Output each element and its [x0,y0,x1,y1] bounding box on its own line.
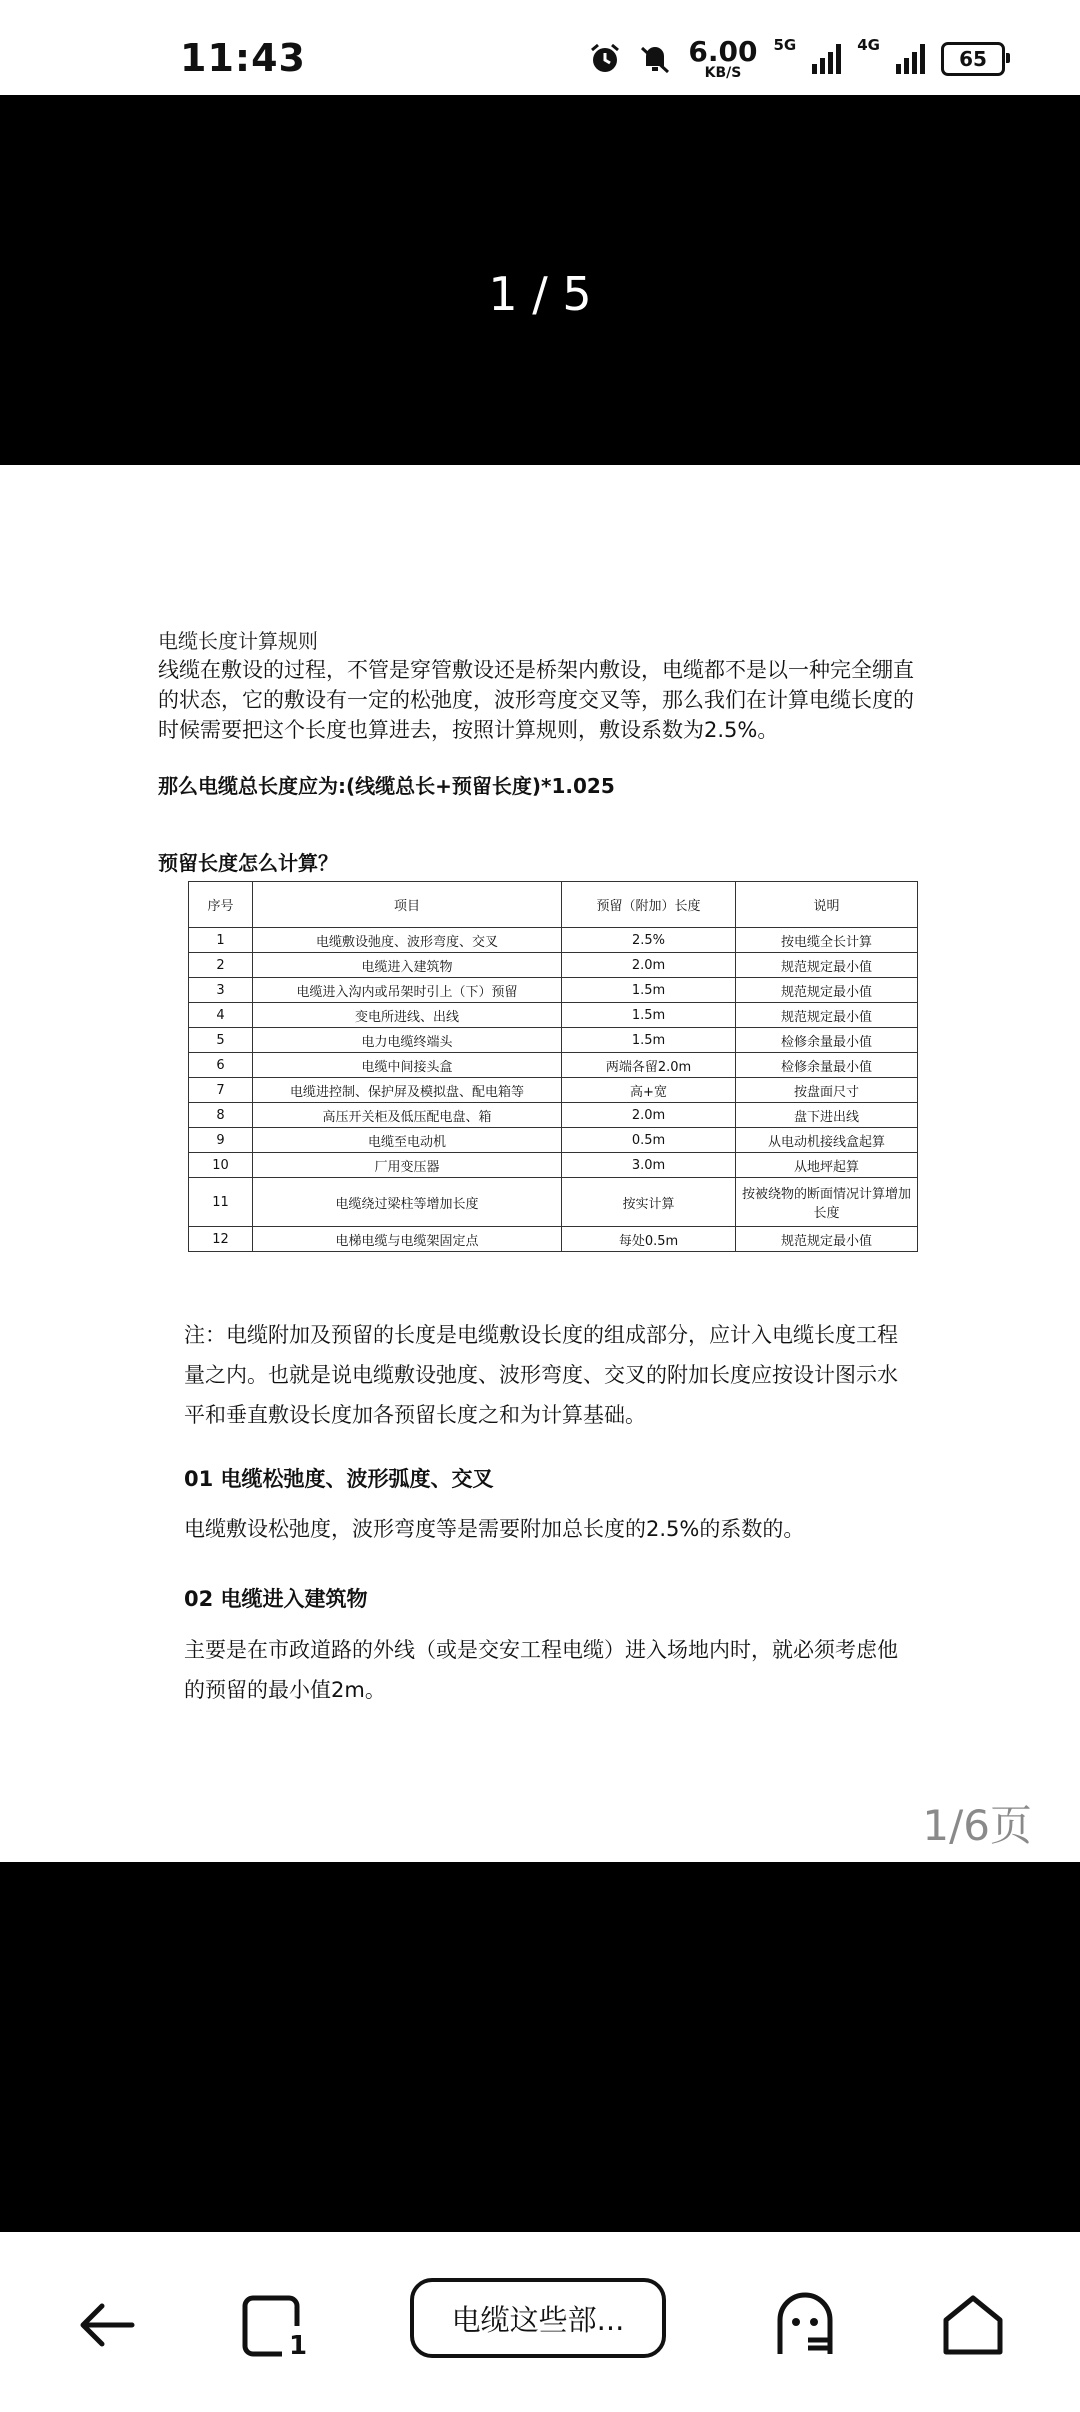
table-cell: 检修余量最小值 [736,1028,918,1053]
table-cell: 从电动机接线盒起算 [736,1128,918,1153]
table-cell: 规范规定最小值 [736,1003,918,1028]
table-cell: 规范规定最小值 [736,953,918,978]
table-cell: 厂用变压器 [253,1153,562,1178]
document-page[interactable] [0,465,1080,1862]
table-header-row [189,882,918,928]
table-row [189,1078,918,1103]
table-cell: 变电所进线、出线 [253,1003,562,1028]
table-row [189,1028,918,1053]
battery-icon [941,42,1005,76]
back-arrow-icon [72,2290,142,2360]
table-row [189,1227,918,1252]
section-text: 主要是在市政道路的外线（或是交安工程电缆）进入场地内时，就必须考虑他的预留的最小值2m。 [184,1638,898,1702]
table-row [189,1103,918,1128]
table-cell: 高+宽 [562,1078,736,1103]
section-heading: 02 电缆进入建筑物 [184,1587,368,1611]
table-cell: 按盘面尺寸 [736,1078,918,1103]
doc-note: 注：电缆附加及预留的长度是电缆敷设长度的组成部分，应计入电缆长度工程量之内。也就是说电缆敷设弛度、波形弯度、交叉的附加长度应按设计图示水平和垂直敷设长度加各预留长度之和为计算基础。 [184,1323,898,1427]
table-cell: 5 [189,1028,253,1053]
table-row [189,1128,918,1153]
search-pill-button[interactable]: 电缆这些部... [410,2278,666,2358]
network-speed: 6.00 KB/S [688,35,758,81]
network-type-5g: 5G [773,36,797,54]
page-indicator: 1/6页 [922,1801,1032,1850]
section-text: 电缆敷设松弛度，波形弯度等是需要附加总长度的2.5%的系数的。 [184,1517,805,1541]
status-icons [588,35,1005,81]
network-type-4g: 4G [857,36,880,54]
table-cell: 1.5m [562,1003,736,1028]
table-cell: 规范规定最小值 [736,978,918,1003]
tabs-button[interactable] [240,2290,310,2360]
table-cell: 3.0m [562,1153,736,1178]
table-cell: 2.0m [562,953,736,978]
table-header: 序号 [189,882,253,928]
table-cell: 从地坪起算 [736,1153,918,1178]
doc-title: 电缆长度计算规则 [158,629,318,653]
table-cell: 2 [189,953,253,978]
reserve-length-table [188,881,918,1252]
bottom-nav-bar [0,2232,1080,2412]
table-cell: 电缆敷设弛度、波形弯度、交叉 [253,928,562,953]
signal-icon [812,44,841,74]
section-heading: 01 电缆松弛度、波形弧度、交叉 [184,1467,494,1491]
table-header: 预留（附加）长度 [562,882,736,928]
table-cell: 电缆至电动机 [253,1128,562,1153]
table-row [189,1003,918,1028]
table-header: 说明 [736,882,918,928]
table-header: 项目 [253,882,562,928]
back-button[interactable] [72,2290,142,2360]
doc-formula: 那么电缆总长度应为:(线缆总长+预留长度)*1.025 [158,774,615,798]
table-cell: 0.5m [562,1128,736,1153]
table-cell: 8 [189,1103,253,1128]
table-cell: 3 [189,978,253,1003]
table-cell: 2.0m [562,1103,736,1128]
assistant-button[interactable] [770,2290,840,2360]
table-cell: 11 [189,1178,253,1227]
viewer-bottom-bar [0,1862,1080,2232]
table-cell: 两端各留2.0m [562,1053,736,1078]
table-title: 预留长度怎么计算？ [158,851,338,875]
table-cell: 按电缆全长计算 [736,928,918,953]
table-cell: 9 [189,1128,253,1153]
doc-paragraph: 线缆在敷设的过程，不管是穿管敷设还是桥架内敷设，电缆都不是以一种完全绷直的状态，它的敷设有一定的松弛度，波形弯度交叉等，那么我们在计算电缆长度的时候需要把这个长度也算进去，按照计算规则，敷设系数为2.5%。 [158,658,914,742]
table-row [189,928,918,953]
table-cell: 盘下进出线 [736,1103,918,1128]
table-cell: 1.5m [562,978,736,1003]
table-cell: 高压开关柜及低压配电盘、箱 [253,1103,562,1128]
mute-icon [638,42,672,76]
signal-icon [896,44,925,74]
alarm-icon [588,42,622,76]
table-cell: 电力电缆终端头 [253,1028,562,1053]
tab-count: 1 [289,2331,308,2360]
table-cell: 电缆绕过梁柱等增加长度 [253,1178,562,1227]
table-cell: 规范规定最小值 [736,1227,918,1252]
table-row [189,953,918,978]
home-button[interactable] [938,2290,1008,2360]
table-cell: 按被绕物的断面情况计算增加长度 [736,1178,918,1227]
table-row [189,1053,918,1078]
table-row [189,978,918,1003]
table-cell: 电缆进入沟内或吊架时引上（下）预留 [253,978,562,1003]
page-counter: 1 / 5 [488,267,592,321]
battery-level: 65 [959,47,987,71]
assistant-icon [770,2290,840,2360]
table-cell: 电梯电缆与电缆架固定点 [253,1227,562,1252]
home-icon [938,2290,1008,2360]
tabs-icon [240,2290,310,2360]
table-cell: 12 [189,1227,253,1252]
table-row [189,1178,918,1227]
table-cell: 电缆进入建筑物 [253,953,562,978]
table-cell: 1 [189,928,253,953]
table-row [189,1153,918,1178]
table-cell: 6 [189,1053,253,1078]
status-bar [0,0,1080,95]
table-cell: 每处0.5m [562,1227,736,1252]
table-cell: 4 [189,1003,253,1028]
table-cell: 7 [189,1078,253,1103]
viewer-top-bar [0,95,1080,465]
table-cell: 按实计算 [562,1178,736,1227]
table-cell: 1.5m [562,1028,736,1053]
table-cell: 电缆进控制、保护屏及模拟盘、配电箱等 [253,1078,562,1103]
table-cell: 2.5% [562,928,736,953]
table-cell: 电缆中间接头盒 [253,1053,562,1078]
status-time: 11:43 [180,36,306,80]
table-cell: 检修余量最小值 [736,1053,918,1078]
table-cell: 10 [189,1153,253,1178]
